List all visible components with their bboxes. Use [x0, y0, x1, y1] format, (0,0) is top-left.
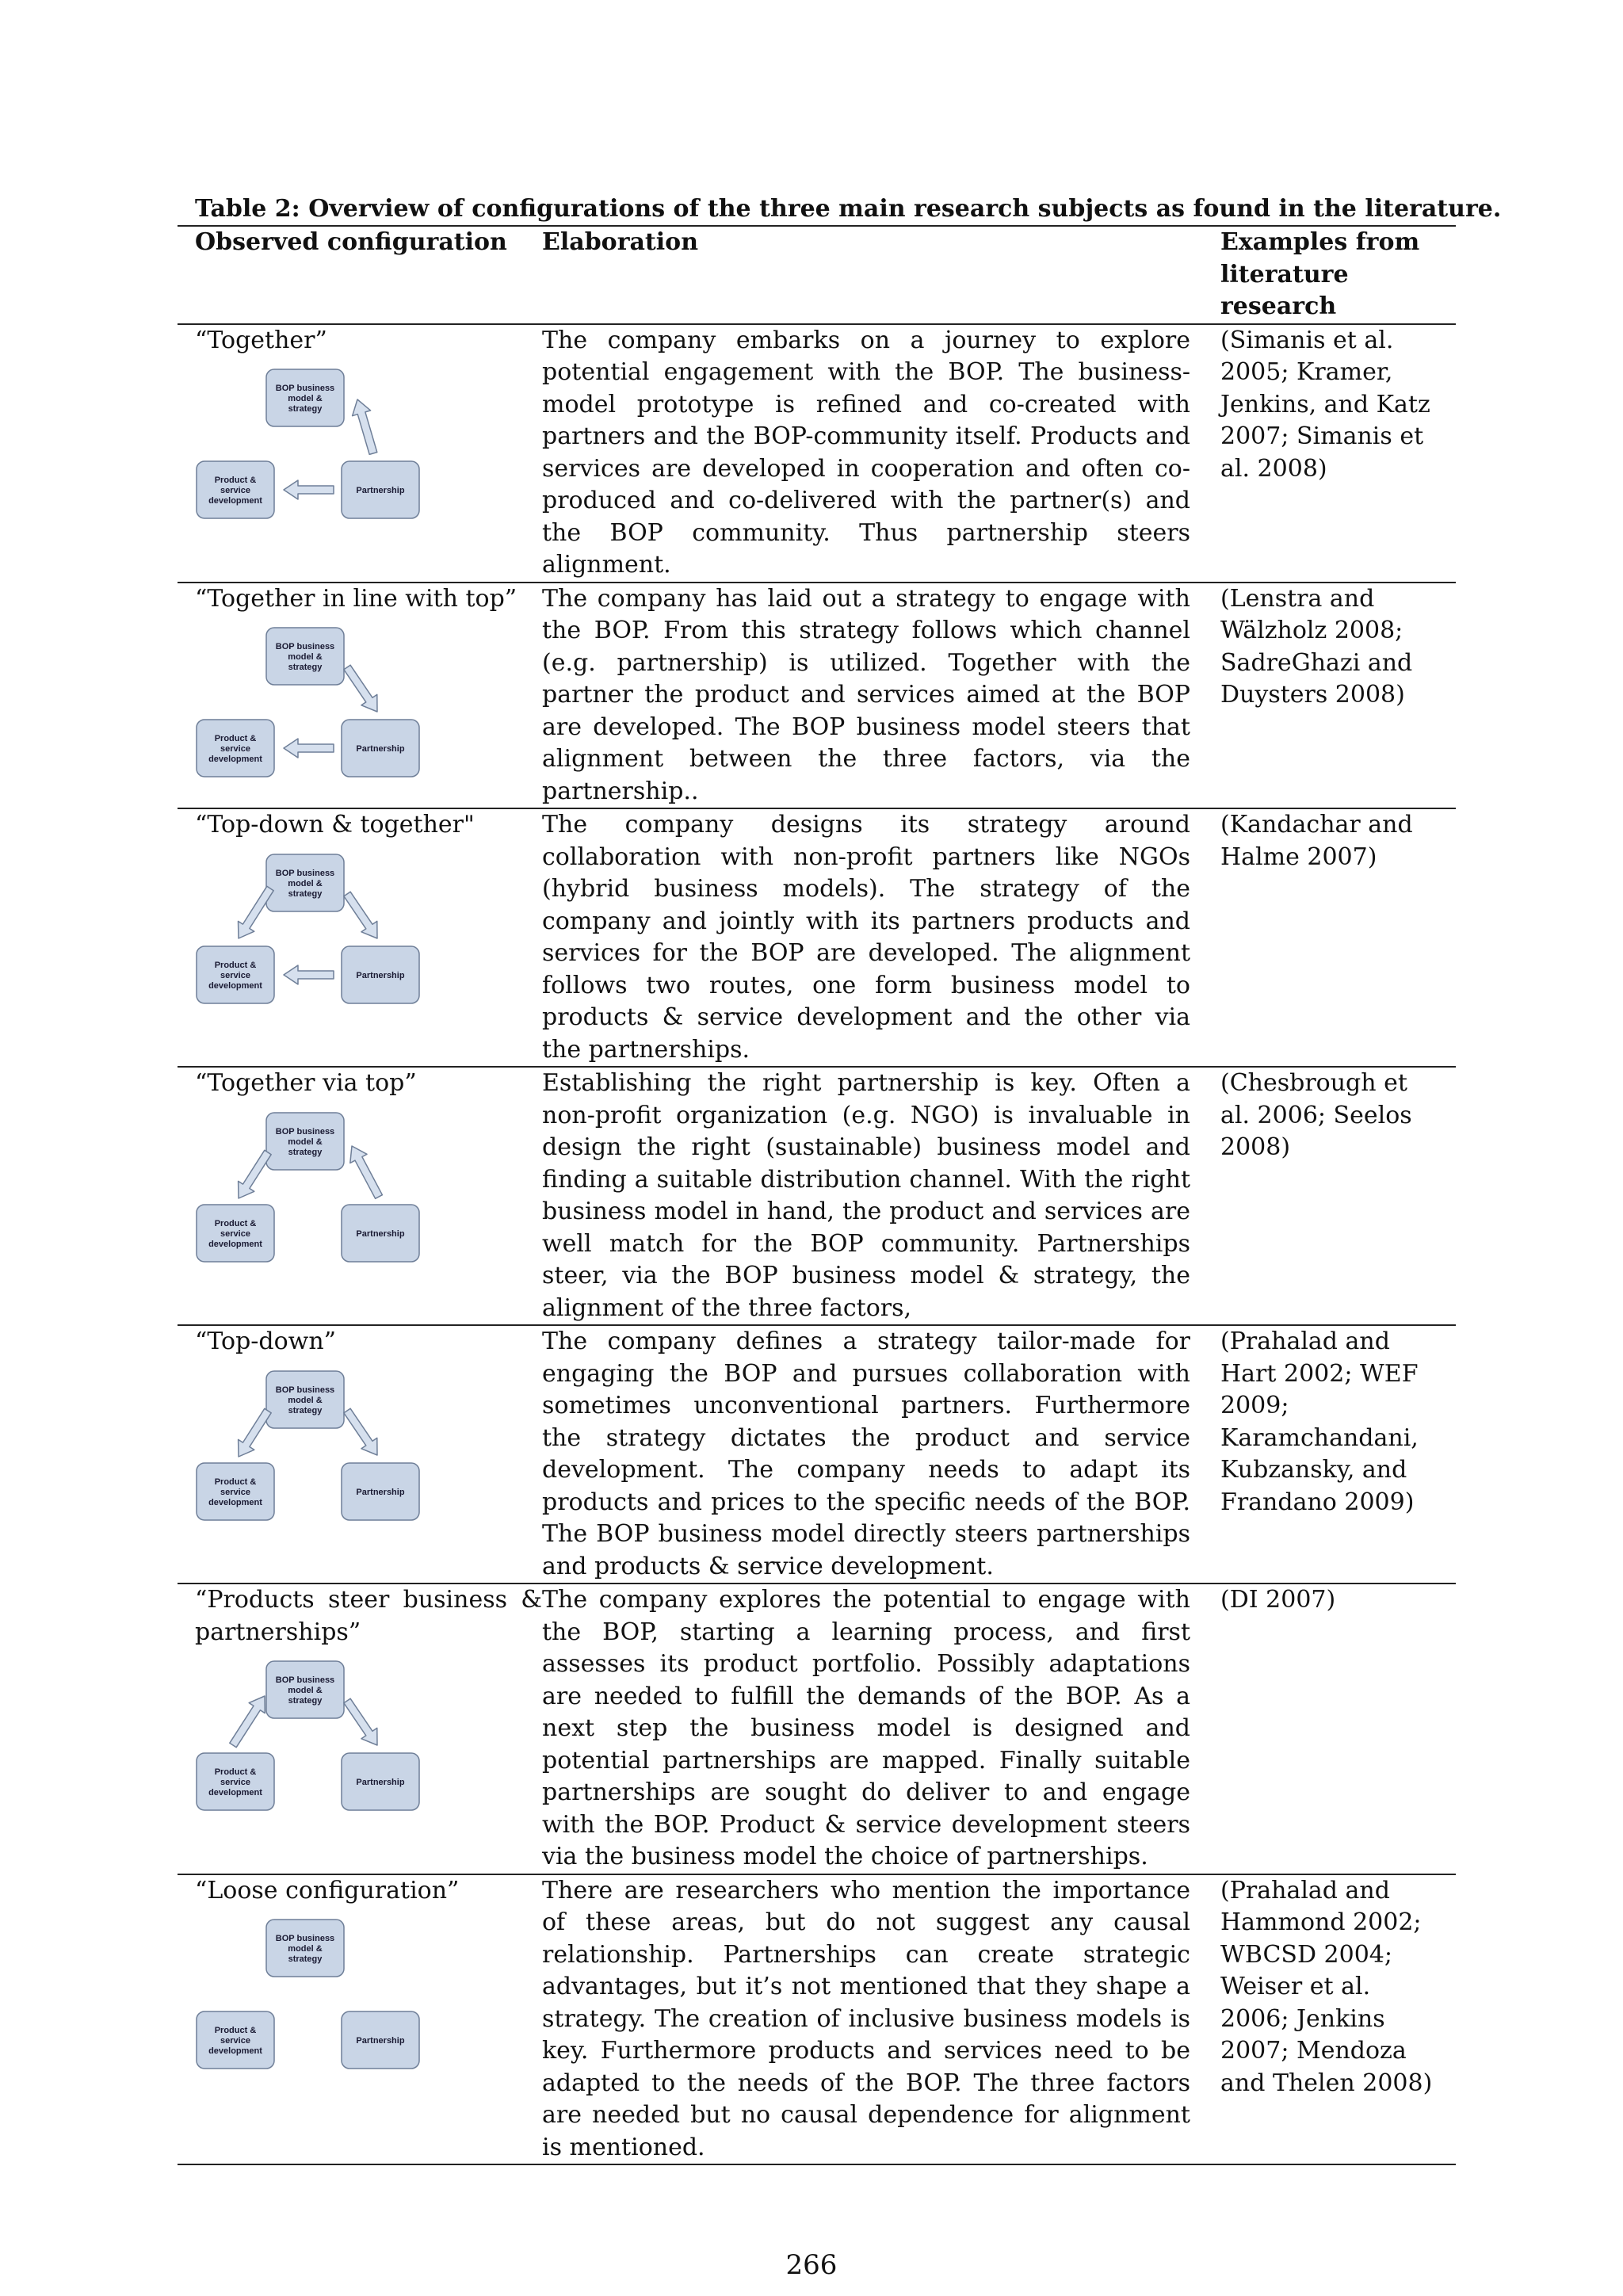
diagram-box-label: Partnership [356, 1228, 405, 1239]
diagram-box-label: Product & [214, 734, 257, 743]
examples-text: (Chesbrough et al. 2006; Seelos 2008) [1220, 1069, 1412, 1161]
table-row [178, 1874, 1456, 2165]
diagram-box-label: service [220, 486, 250, 495]
box-product-service-development [197, 461, 274, 518]
elaboration-text: There are researchers who mention the importance of these areas, but do not suggest any causal relationship. Partnerships can create strategic advantages, but it’s not mentioned that they shape a strategy. The creation of inclusive business models is key. Furthermore products and services need to be adapted to the needs of the BOP. The three factors are needed but no causal dependence for alignment is mentioned. [542, 1876, 1190, 2161]
diagram-svg [195, 360, 433, 526]
arrow-icon [344, 1698, 377, 1745]
elaboration-text: The company defines a strategy tailor-made for engaging the BOP and pursues collaboration with sometimes unconventional partners. Furthermore the strategy dictates the product and service development. The company needs to adapt its products and prices to the specific needs of the BOP. The BOP business model directly steers partnerships and products & service development. [542, 1328, 1190, 1580]
page-number: 266 [785, 2249, 838, 2281]
diagram-box-label: model & [288, 394, 323, 403]
diagram-box-label: BOP business [275, 384, 335, 393]
configuration-name: “Together via top” [195, 1069, 417, 1097]
box-partnership [342, 1463, 419, 1520]
elaboration-text: The company has laid out a strategy to engage with the BOP. From this strategy follows which channel (e.g. partnership) is utilized. Together with the partner the product and services aimed at the BOP are developed. The BOP business model steers that alignment between the three factors, via the partnership.. [542, 584, 1190, 805]
arrow-icon [284, 965, 334, 984]
diagram-box-label: Product & [214, 1218, 257, 1228]
diagram-box-label: strategy [288, 1696, 323, 1706]
header-observed-configuration: Observed configuration [195, 228, 507, 256]
box-bop-business-model [266, 1371, 344, 1428]
configuration-diagram-together-via-top [195, 1103, 542, 1270]
box-partnership [342, 720, 419, 777]
arrow-icon [344, 665, 377, 712]
diagram-box-label: development [208, 1788, 262, 1797]
diagram-svg [195, 1910, 433, 2076]
box-partnership [342, 2011, 419, 2069]
diagram-box-label: Product & [214, 476, 257, 485]
diagram-box-label: model & [288, 1395, 323, 1405]
configuration-name: “Loose configuration” [195, 1876, 460, 1904]
diagram-box-label: model & [288, 652, 323, 662]
diagram-box-label: Partnership [356, 2036, 405, 2046]
configurations-table [178, 225, 1456, 2165]
arrow-icon [353, 399, 377, 454]
diagram-box-label: Product & [214, 960, 257, 970]
diagram-box-label: Partnership [356, 744, 405, 754]
diagram-box-label: Product & [214, 1767, 257, 1777]
box-bop-business-model [266, 1113, 344, 1170]
arrow-icon [239, 1150, 272, 1198]
box-partnership [342, 1753, 419, 1810]
examples-text: (Prahalad and Hammond 2002; WBCSD 2004; Weiser et al. 2006; Jenkins 2007; Mendoza and Thelen 2008) [1220, 1876, 1433, 2097]
diagram-box-label: service [220, 1778, 250, 1787]
configuration-name: “Products steer business & partnerships” [195, 1586, 542, 1646]
diagram-box-label: strategy [288, 1405, 323, 1415]
diagram-box-label: strategy [288, 1147, 323, 1157]
box-bop-business-model [266, 369, 344, 426]
diagram-svg [195, 618, 433, 785]
box-product-service-development [197, 1753, 274, 1810]
table-row [178, 1584, 1456, 1874]
diagram-box-label: model & [288, 878, 323, 888]
examples-text: (Kandachar and Halme 2007) [1220, 811, 1413, 871]
diagram-box-label: BOP business [275, 1675, 335, 1685]
diagram-svg [195, 1103, 433, 1270]
diagram-box-label: development [208, 1239, 262, 1249]
diagram-box-label: development [208, 980, 262, 991]
examples-text: (DI 2007) [1220, 1586, 1336, 1614]
configuration-diagram-top-down [195, 1362, 542, 1528]
arrow-icon [344, 892, 377, 938]
arrow-icon [350, 1146, 383, 1198]
box-partnership [342, 461, 419, 518]
box-bop-business-model [266, 628, 344, 685]
diagram-box-label: Partnership [356, 486, 405, 495]
arrow-icon [239, 886, 274, 938]
configuration-name: “Together in line with top” [195, 584, 517, 613]
diagram-box-label: model & [288, 1686, 323, 1695]
table-caption: Table 2: Overview of configurations of the three main research subjects as found in the literature. [195, 195, 1502, 223]
table-row [178, 1325, 1456, 1584]
arrow-icon [344, 1408, 377, 1455]
diagram-box-label: Partnership [356, 1778, 405, 1787]
arrow-icon [284, 739, 334, 758]
configuration-name: “Together” [195, 326, 327, 354]
diagram-box-label: service [220, 1487, 250, 1497]
configuration-diagram-top-down-together [195, 845, 542, 1011]
diagram-box-label: development [208, 1497, 262, 1507]
diagram-box-label: BOP business [275, 868, 335, 878]
diagram-box-label: service [220, 970, 250, 980]
table-header-row [178, 226, 1456, 324]
box-bop-business-model [266, 854, 344, 911]
configuration-diagram-loose [195, 1910, 542, 2076]
diagram-box-label: development [208, 2046, 262, 2056]
diagram-box-label: service [220, 2036, 250, 2046]
elaboration-text: The company designs its strategy around collaboration with non-profit partners like NGOs (hybrid business models). The strategy of the company and jointly with its partners products and services for the BOP are developed. The alignment follows two routes, one form business model to products & service development and the other via the partnerships. [542, 811, 1190, 1064]
elaboration-text: The company embarks on a journey to explore potential engagement with the BOP. The business-model prototype is refined and co-created with partners and the BOP-community itself. Products and services are developed in cooperation and often co-produced and co-delivered with the partner(s) and the BOP community. Thus partnership steers alignment. [542, 326, 1190, 579]
box-product-service-development [197, 946, 274, 1003]
diagram-box-label: development [208, 496, 262, 506]
diagram-box-label: model & [288, 1137, 323, 1147]
box-partnership [342, 946, 419, 1003]
examples-text: (Simanis et al. 2005; Kramer, Jenkins, and Katz 2007; Simanis et al. 2008) [1220, 326, 1430, 483]
diagram-svg [195, 845, 433, 1011]
header-examples: Examples from literature research [1220, 228, 1420, 320]
diagram-box-label: strategy [288, 404, 323, 414]
table-row [178, 808, 1456, 1067]
table-row [178, 324, 1456, 583]
box-bop-business-model [266, 1661, 344, 1718]
arrow-icon [230, 1696, 265, 1748]
diagram-box-label: Product & [214, 1477, 257, 1487]
diagram-box-label: Partnership [356, 970, 405, 980]
box-product-service-development [197, 2011, 274, 2069]
configuration-name: “Top-down” [195, 1328, 337, 1355]
diagram-svg [195, 1362, 433, 1528]
table-row [178, 1067, 1456, 1325]
diagram-box-label: BOP business [275, 1385, 335, 1395]
diagram-svg [195, 1652, 433, 1818]
diagram-box-label: BOP business [275, 1126, 335, 1137]
diagram-box-label: BOP business [275, 642, 335, 651]
diagram-box-label: BOP business [275, 1934, 335, 1943]
diagram-box-label: development [208, 755, 262, 764]
arrow-icon [284, 480, 334, 499]
diagram-box-label: strategy [288, 663, 323, 672]
box-bop-business-model [266, 1920, 344, 1977]
configuration-diagram-together-in-line [195, 618, 542, 785]
examples-text: (Lenstra and Wälzholz 2008; SadreGhazi and Duysters 2008) [1220, 584, 1413, 709]
configuration-name: “Top-down & together" [195, 811, 475, 839]
table-row [178, 583, 1456, 809]
arrow-icon [239, 1408, 272, 1457]
diagram-box-label: Partnership [356, 1487, 405, 1497]
diagram-box-label: model & [288, 1944, 323, 1954]
box-partnership [342, 1205, 419, 1262]
diagram-box-label: service [220, 1228, 250, 1239]
box-product-service-development [197, 1205, 274, 1262]
diagram-box-label: service [220, 744, 250, 754]
box-product-service-development [197, 1463, 274, 1520]
elaboration-text: Establishing the right partnership is key. Often a non-profit organization (e.g. NGO) is invaluable in design the right (sustainable) business model and finding a suitable distribution channel. With the right business model in hand, the product and services are well match for the BOP community. Partnerships steer, via the BOP business model & strategy, the alignment of the three factors, [542, 1069, 1190, 1322]
examples-text: (Prahalad and Hart 2002; WEF 2009; Karamchandani, Kubzansky, and Frandano 2009) [1220, 1328, 1419, 1516]
configuration-diagram-products-steer [195, 1652, 542, 1818]
header-elaboration: Elaboration [542, 228, 699, 256]
configuration-diagram-together [195, 360, 542, 526]
elaboration-text: The company explores the potential to engage with the BOP, starting a learning process, and first assesses its product portfolio. Possibly adaptations are needed to fulfill the demands of the BOP. As a next step the business model is designed and potential partnerships are mapped. Finally suitable partnerships are sought do deliver to and engage with the BOP. Product & service development steers via the business model the choice of partnerships. [542, 1586, 1190, 1870]
diagram-box-label: strategy [288, 888, 323, 899]
diagram-box-label: strategy [288, 1954, 323, 1964]
box-product-service-development [197, 720, 274, 777]
diagram-box-label: Product & [214, 2026, 257, 2035]
